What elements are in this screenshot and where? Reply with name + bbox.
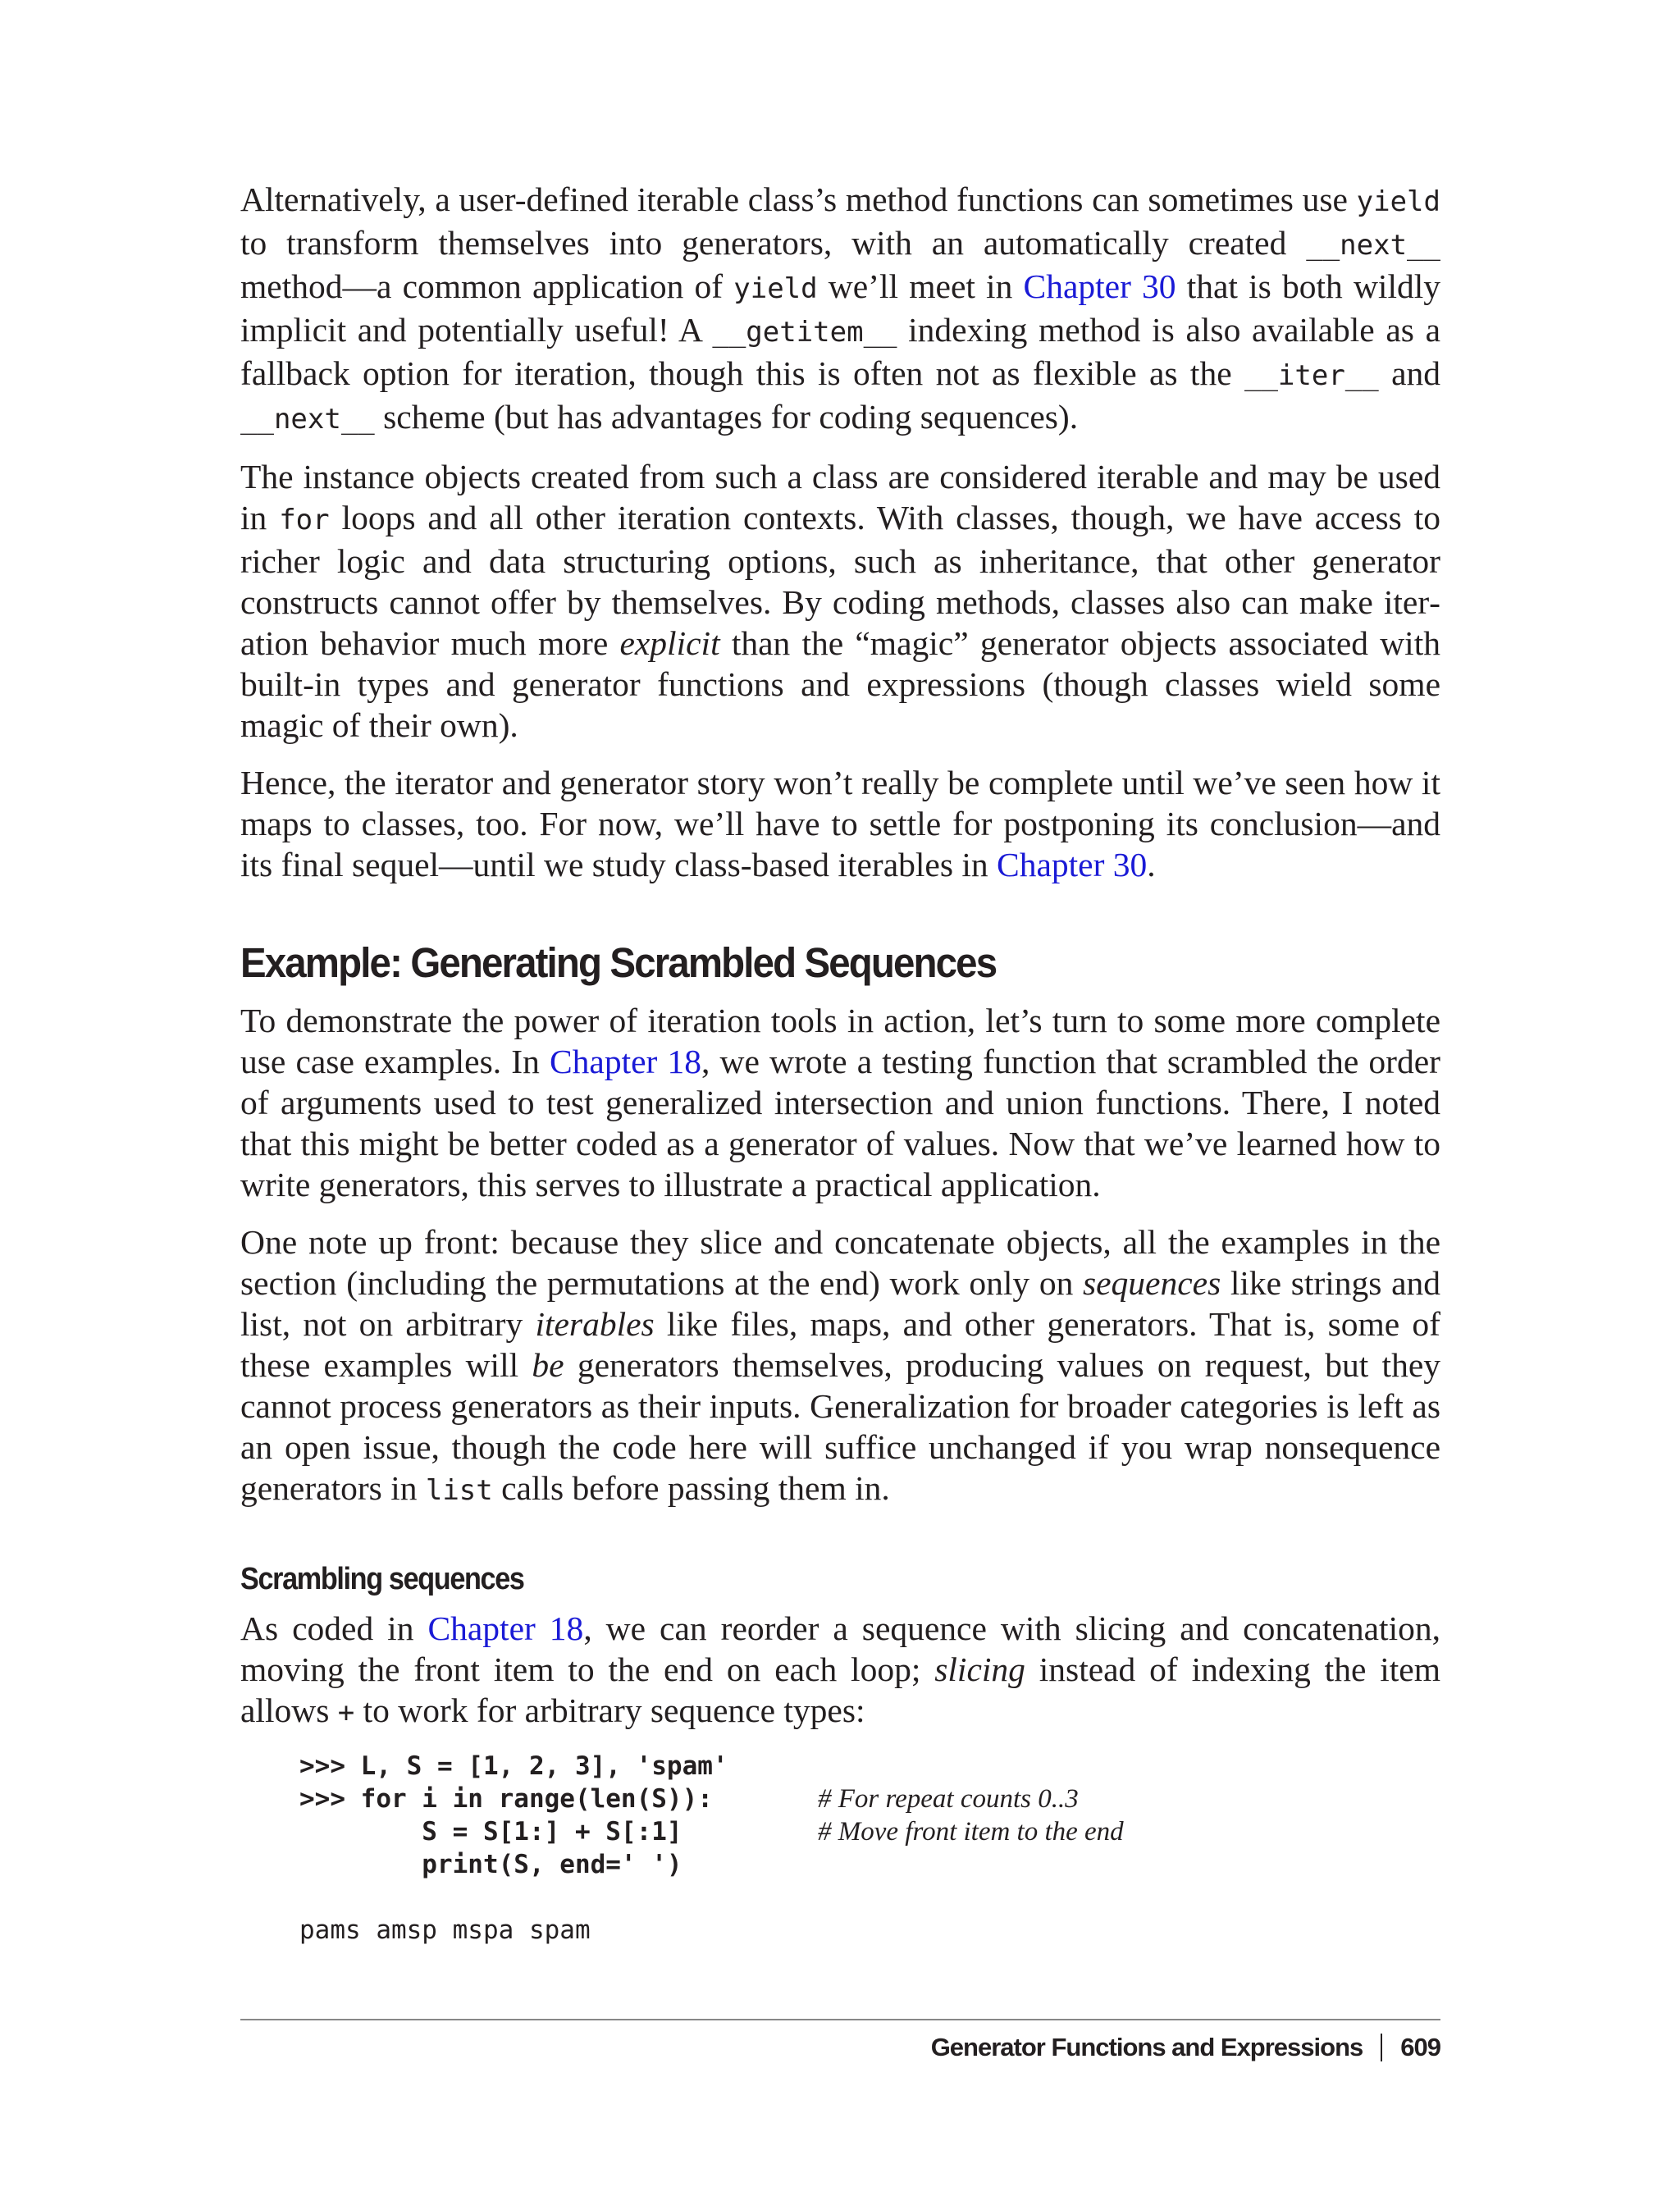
text-run: we’ll meet in xyxy=(817,267,1024,305)
text-run: instead of indexing the item allows xyxy=(240,1650,1440,1729)
code-example xyxy=(299,1750,1440,1947)
text-run: method—a common application of xyxy=(240,267,734,305)
code-statement: >>> L, S = [1, 2, 3], 'spam' xyxy=(299,1751,728,1781)
inline-code: __getitem__ xyxy=(712,316,897,349)
text-run: like strings and list, not on arbitrary xyxy=(240,1264,1440,1343)
text-run: generators themselves, producing values on request, but they cannot process generators as their inputs. Generalization for broader categories is left as an open issue, though the code here will suffice unchanged if you wrap nonsequence generators in xyxy=(240,1346,1440,1507)
inline-code: yield xyxy=(733,272,818,305)
paragraph-note-up-front xyxy=(240,1221,1440,1511)
text-run: than the “magic” generator objects associated with built-in types and generator functions and expressions (though classes wield some magic of their own). xyxy=(240,624,1440,744)
code-line xyxy=(299,1783,1440,1815)
subsection-heading: Scrambling sequences xyxy=(240,1562,524,1596)
inline-code: __next__ xyxy=(240,403,375,436)
chapter-link[interactable]: Chapter 18 xyxy=(549,1043,701,1080)
text-run: , we can reorder a sequence with slicing and concatenation, moving the front item to the end on each loop; xyxy=(240,1609,1440,1688)
code-comment: # For repeat counts 0..3 xyxy=(818,1784,1079,1814)
code-output-text: pams amsp mspa spam xyxy=(299,1915,591,1945)
paragraph-instance-objects xyxy=(240,456,1440,746)
code-statement: >>> for i in range(len(S)): xyxy=(299,1784,713,1814)
text-run: One note up front: because they slice and concatenate objects, all the examples in the section (including the permutations at the end) work only on xyxy=(240,1223,1440,1302)
chapter-link[interactable]: Chapter 18 xyxy=(427,1609,584,1647)
inline-code: list xyxy=(425,1474,493,1507)
emphasis: sequences xyxy=(1082,1264,1221,1302)
code-line xyxy=(299,1815,1440,1848)
paragraph-user-defined-iterables xyxy=(240,179,1440,440)
emphasis: iterables xyxy=(535,1305,655,1343)
emphasis: slicing xyxy=(934,1650,1025,1688)
text-run: loops and all other iteration contexts. With classes, though, we have access to richer logic and data structuring options, such as inheritance, that other generator constructs cannot offer by themselves. By coding methods, classes also can make iteration behavior much more xyxy=(240,499,1440,662)
emphasis: explicit xyxy=(619,624,720,662)
code-output xyxy=(299,1914,1440,1947)
inline-code: + xyxy=(337,1696,355,1729)
text-run: scheme (but has advantages for coding sequences). xyxy=(374,398,1079,436)
text-run: like files, maps, and other generators. That is, some of these examples will xyxy=(240,1305,1440,1384)
text-run: that is both wildly implicit and potentially useful! A xyxy=(240,267,1440,349)
text-run: Alternatively, a user-defined iterable class’s method functions can sometimes use xyxy=(240,180,1357,218)
text-run: to work for arbitrary sequence types: xyxy=(354,1691,865,1729)
code-line xyxy=(299,1848,1440,1881)
footer-separator xyxy=(1381,2034,1382,2061)
text-run: to transform themselves into generators, with an automatically created xyxy=(240,224,1307,262)
text-run: To demonstrate the power of iteration tools in action, let’s turn to some more complete use case examples. In xyxy=(240,1002,1440,1080)
section-heading: Example: Generating Scrambled Sequences xyxy=(240,939,997,986)
text-run: As coded in xyxy=(240,1609,428,1647)
text-run: , we wrote a testing function that scrambled the order of arguments used to test generalized intersection and union functions. There, I noted that this might be better coded as a generator of values. Now that we’ve learned how to write generators, this serves to illustrate a practical application. xyxy=(240,1043,1440,1203)
text-run: calls before passing them in. xyxy=(492,1469,890,1507)
inline-code: __iter__ xyxy=(1244,359,1379,392)
paragraph-story-complete xyxy=(240,762,1440,885)
inline-code: for xyxy=(279,504,330,536)
text-run: and xyxy=(1378,354,1440,392)
code-comment: # Move front item to the end xyxy=(818,1817,1124,1847)
chapter-link[interactable]: Chapter 30 xyxy=(997,846,1148,883)
running-footer-title: Generator Functions and Expressions xyxy=(930,2033,1363,2061)
text-run: indexing method is also available as a fallback option for iteration, though this is often not as flexible as the xyxy=(240,311,1440,392)
code-line xyxy=(299,1750,1440,1783)
code-statement: S = S[1:] + S[:1] xyxy=(299,1817,682,1847)
text-run: The instance objects created from such a class are considered iterable and may be used in xyxy=(240,458,1440,536)
page-number: 609 xyxy=(1400,2033,1440,2061)
inline-code: yield xyxy=(1356,185,1440,218)
code-statement: print(S, end=' ') xyxy=(299,1850,682,1879)
code-blank-line xyxy=(299,1881,1440,1914)
paragraph-demonstrate-power xyxy=(240,1000,1440,1205)
inline-code: __next__ xyxy=(1306,229,1440,262)
text-run: . xyxy=(1147,846,1156,883)
chapter-link[interactable]: Chapter 30 xyxy=(1023,267,1176,305)
page-footer xyxy=(931,2028,1440,2067)
page-content xyxy=(240,179,1440,1947)
text-run: Hence, the iterator and generator story won’t really be complete until we’ve seen how it maps to classes, too. For now, we’ll have to settle for postponing its conclusion—and its final sequel—until we study class-based iterables in xyxy=(240,764,1440,883)
emphasis: be xyxy=(532,1346,564,1384)
paragraph-as-coded xyxy=(240,1608,1440,1733)
footer-divider xyxy=(240,2019,1440,2020)
